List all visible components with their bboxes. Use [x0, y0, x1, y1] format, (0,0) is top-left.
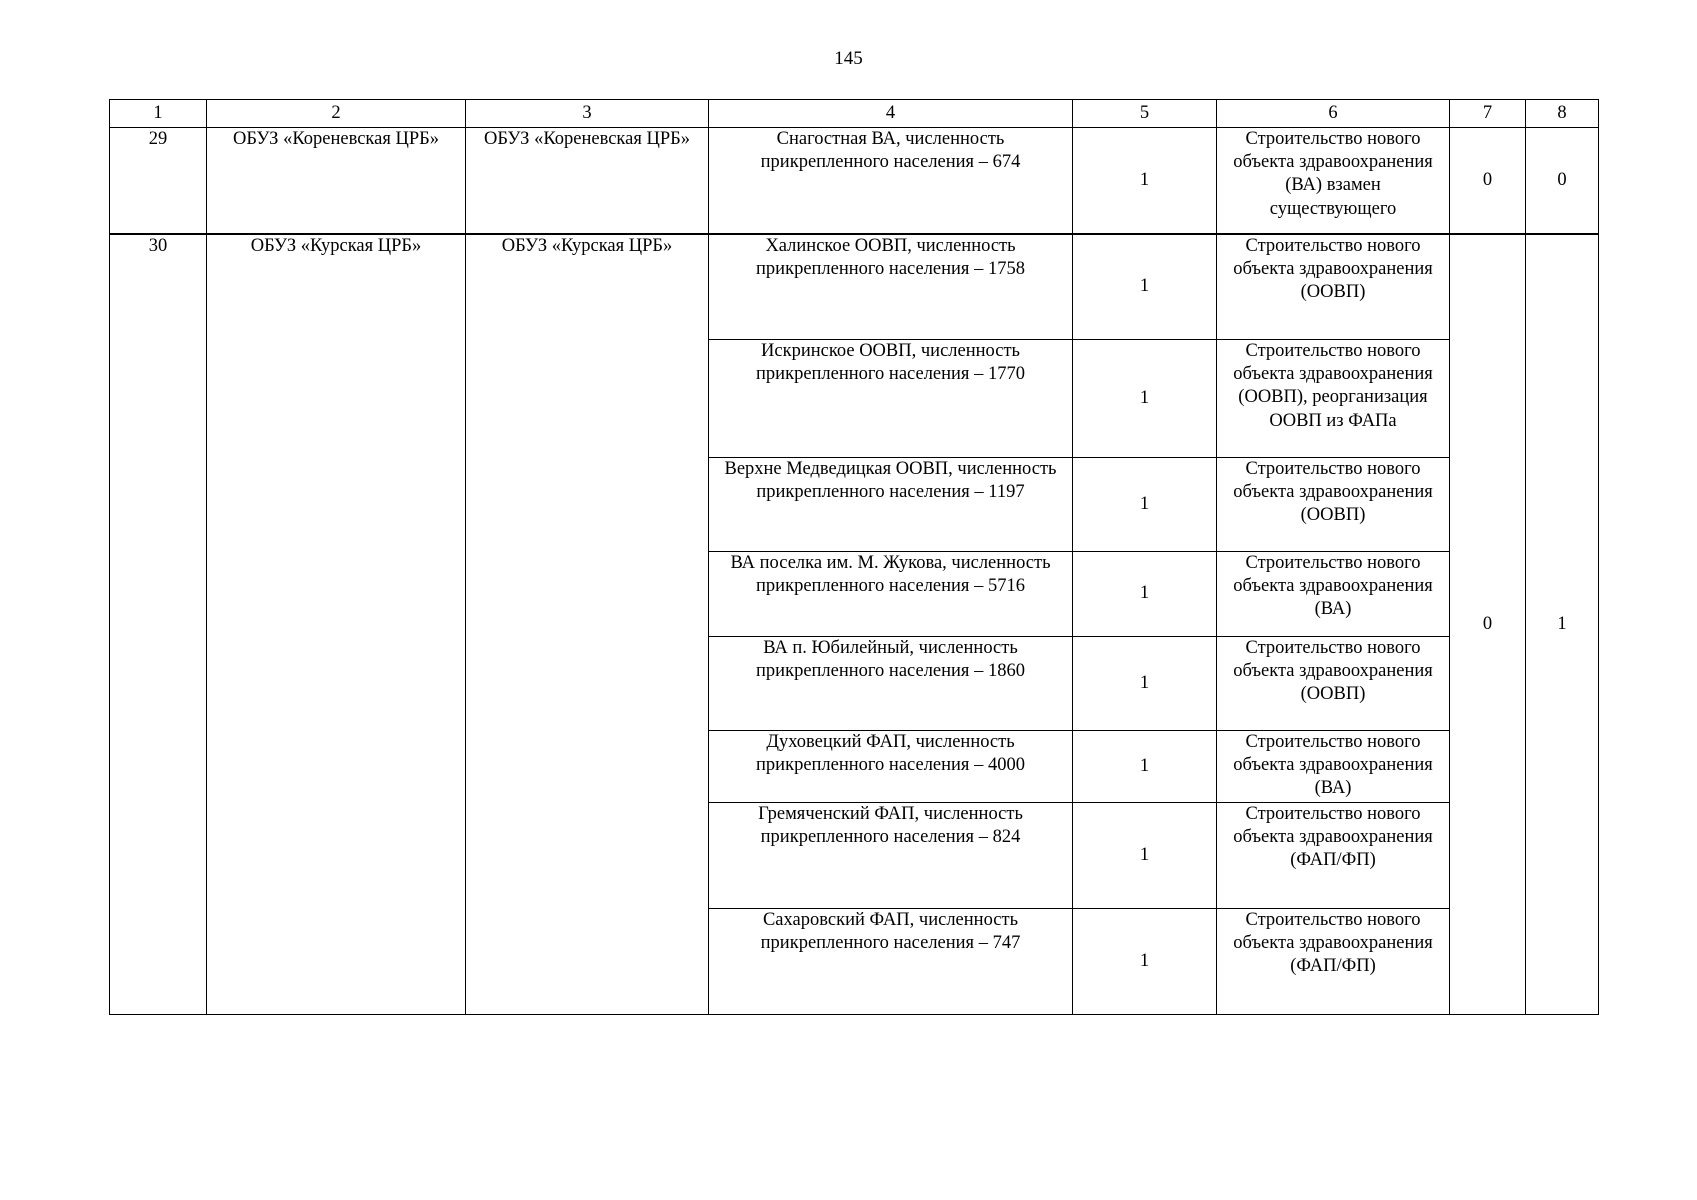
header-cell: 5	[1073, 100, 1217, 128]
count-cell: 1	[1073, 731, 1217, 803]
organization-cell: ОБУЗ «Курская ЦРБ»	[207, 234, 466, 1015]
object-cell: Гремяченский ФАП, численность прикрепленного населения – 824	[709, 803, 1073, 909]
header-cell: 4	[709, 100, 1073, 128]
organization-cell: ОБУЗ «Кореневская ЦРБ»	[207, 128, 466, 234]
object-cell: ВА п. Юбилейный, численность прикрепленного населения – 1860	[709, 637, 1073, 731]
count-cell: 1	[1073, 909, 1217, 1015]
row-number: 29	[110, 128, 207, 234]
action-cell: Строительство нового объекта здравоохранения (ФАП/ФП)	[1217, 909, 1450, 1015]
action-cell: Строительство нового объекта здравоохранения (ООВП), реорганизация ООВП из ФАПа	[1217, 340, 1450, 458]
data-table	[109, 99, 1599, 1015]
count-cell: 1	[1073, 637, 1217, 731]
page-number: 145	[834, 48, 863, 69]
col7-cell: 0	[1450, 234, 1526, 1015]
object-cell: Духовецкий ФАП, численность прикрепленного населения – 4000	[709, 731, 1073, 803]
col8-cell: 0	[1526, 128, 1599, 234]
object-cell: Сахаровский ФАП, численность прикрепленного населения – 747	[709, 909, 1073, 1015]
col7-cell: 0	[1450, 128, 1526, 234]
object-cell: Халинское ООВП, численность прикрепленного населения – 1758	[709, 234, 1073, 340]
row-number: 30	[110, 234, 207, 1015]
action-cell: Строительство нового объекта здравоохранения (ООВП)	[1217, 458, 1450, 552]
action-cell: Строительство нового объекта здравоохранения (ООВП)	[1217, 637, 1450, 731]
action-cell: Строительство нового объекта здравоохранения (ВА) взамен существующего	[1217, 128, 1450, 234]
count-cell: 1	[1073, 552, 1217, 637]
action-cell: Строительство нового объекта здравоохранения (ФАП/ФП)	[1217, 803, 1450, 909]
header-cell: 7	[1450, 100, 1526, 128]
object-cell: Верхне Медведицкая ООВП, численность прикрепленного населения – 1197	[709, 458, 1073, 552]
count-cell: 1	[1073, 803, 1217, 909]
object-cell: Снагостная ВА, численность прикрепленного населения – 674	[709, 128, 1073, 234]
header-cell: 8	[1526, 100, 1599, 128]
object-cell: Искринское ООВП, численность прикрепленного населения – 1770	[709, 340, 1073, 458]
col8-cell: 1	[1526, 234, 1599, 1015]
count-cell: 1	[1073, 340, 1217, 458]
action-cell: Строительство нового объекта здравоохранения (ВА)	[1217, 552, 1450, 637]
object-cell: ВА поселка им. М. Жукова, численность прикрепленного населения – 5716	[709, 552, 1073, 637]
action-cell: Строительство нового объекта здравоохранения (ВА)	[1217, 731, 1450, 803]
count-cell: 1	[1073, 234, 1217, 340]
operator-cell: ОБУЗ «Курская ЦРБ»	[466, 234, 709, 1015]
header-cell: 1	[110, 100, 207, 128]
count-cell: 1	[1073, 128, 1217, 234]
table-header-row	[110, 100, 1599, 128]
header-cell: 2	[207, 100, 466, 128]
action-cell: Строительство нового объекта здравоохранения (ООВП)	[1217, 234, 1450, 340]
count-cell: 1	[1073, 458, 1217, 552]
header-cell: 3	[466, 100, 709, 128]
operator-cell: ОБУЗ «Кореневская ЦРБ»	[466, 128, 709, 234]
table-row	[110, 234, 1599, 340]
header-cell: 6	[1217, 100, 1450, 128]
table-row	[110, 128, 1599, 234]
